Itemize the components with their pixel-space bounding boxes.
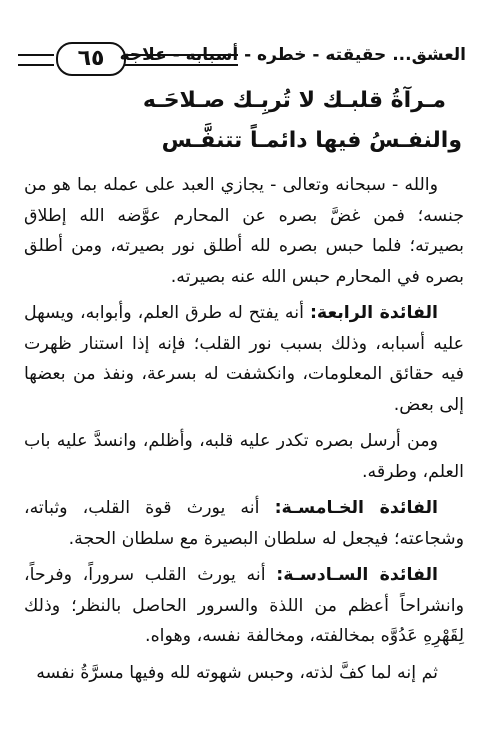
paragraph-lead: الفائدة الرابعة:	[309, 303, 438, 323]
paragraph-lead: الفائدة الخـامسـة:	[274, 498, 438, 518]
running-title: العشق... حقيقته - خطره - أسبابه - علاجه	[119, 45, 466, 65]
paragraph-text: ومن أرسل بصره تكدر عليه قلبه، وأظلم، وانسدَّ عليه باب العلم، وطرقه.	[24, 431, 464, 482]
paragraph-4	[24, 493, 464, 554]
paragraph-1	[24, 170, 464, 292]
verse-line-2: والنفـسُ فيها دائمـاً تتنفَّـس	[161, 128, 462, 153]
paragraph-3	[24, 426, 464, 487]
paragraph-text: أنه يورث قوة القلب، وثباته، وشجاعته؛ فيجعل له سلطان البصيرة مع سلطان الحجة.	[24, 498, 464, 549]
paragraph-6	[24, 658, 464, 689]
verse-line-1: مـرآةُ قلبـك لا تُربِـك صـلاحَـه	[142, 88, 446, 113]
body-text	[24, 170, 464, 694]
paragraph-text: أنه يورث القلب سروراً، وفرحاً، وانشراحاً أعظم من اللذة والسرور الحاصل بالنظر؛ وذلك لِقَهْرِهِ عَدُوَّه بمخالفته، ومخالفة نفسه، وهواه.	[24, 565, 464, 646]
paragraph-lead: الفائدة السـادسـة:	[276, 565, 438, 585]
page-number: ٦٥	[56, 42, 126, 76]
header-rule-left	[18, 54, 54, 66]
paragraph-text: أنه يفتح له طرق العلم، وأبوابه، ويسهل عليه أسبابه، وذلك بسبب نور القلب؛ فإنه إذا استنار ظهرت فيه حقائق المعلومات، وانكشفت له بسرعة، ونفذ من بعضها إلى بعض.	[24, 303, 464, 415]
page-header	[18, 42, 468, 76]
paragraph-2	[24, 298, 464, 420]
paragraph-5	[24, 560, 464, 652]
paragraph-text: ثم إنه لما كفَّ لذته، وحبس شهوته لله وفيها مسرَّةُ نفسه	[36, 662, 438, 683]
paragraph-text: والله - سبحانه وتعالى - يجازي العبد على عمله بما هو من جنسه؛ فمن غضَّ بصره عن المحارم عوَّضه الله إطلاق بصيرته؛ فلما حبس بصره لله أطلق نور بصيرته، ومن أطلق بصره في المحارم حبس الله عنه بصيرته.	[24, 175, 464, 287]
